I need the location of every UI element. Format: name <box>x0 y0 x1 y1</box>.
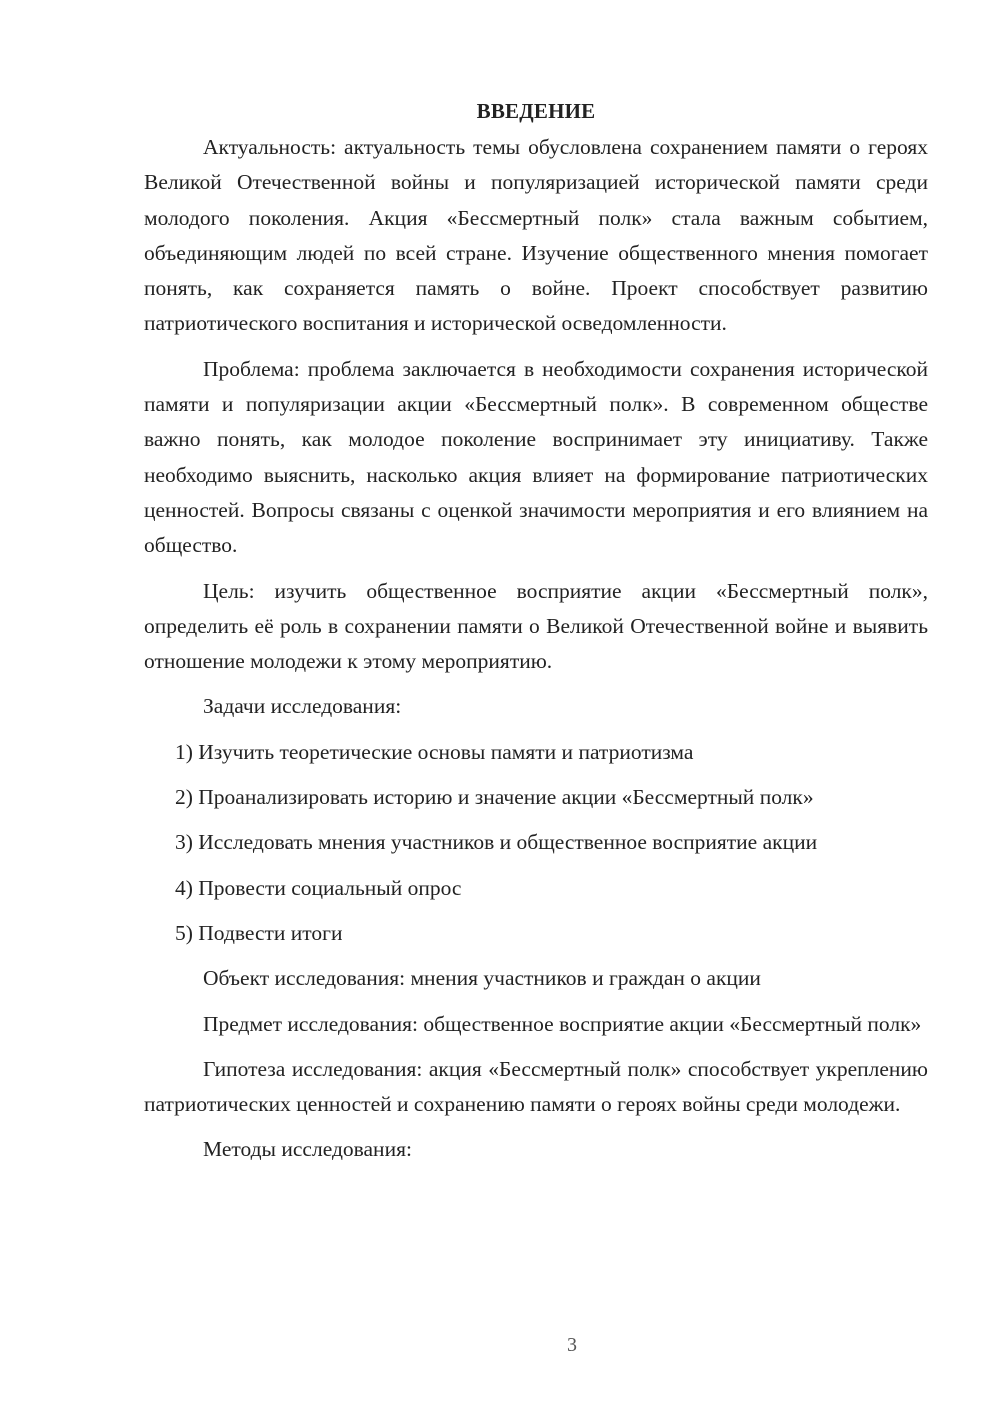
goal-paragraph: Цель: изучить общественное восприятие акции «Бессмертный полк», определить её роль в сохранении памяти о Великой Отечественной войне и выявить отношение молодежи к этому мероприятию. <box>144 578 928 674</box>
object-line: Объект исследования: мнения участников и граждан о акции <box>203 966 761 991</box>
list-item: 3) Исследовать мнения участников и общественное восприятие акции <box>175 830 818 855</box>
tasks-heading: Задачи исследования: <box>203 694 402 719</box>
list-item: 2) Проанализировать историю и значение акции «Бессмертный полк» <box>175 785 814 810</box>
page-content <box>144 96 928 1178</box>
list-item: 1) Изучить теоретические основы памяти и патриотизма <box>175 739 694 764</box>
list-item: 5) Подвести итоги <box>175 920 343 945</box>
methods-heading: Методы исследования: <box>203 1137 412 1162</box>
tasks-list <box>144 735 928 951</box>
page-number: 3 <box>567 1334 577 1356</box>
section-title: ВВЕДЕНИЕ <box>476 99 596 123</box>
hypothesis-paragraph: Гипотеза исследования: акция «Бессмертный полк» способствует укреплению патриотических ценностей и сохранению памяти о героях войны среди молодежи. <box>144 1056 928 1117</box>
list-item: 4) Провести социальный опрос <box>175 875 462 900</box>
relevance-paragraph: Актуальность: актуальность темы обусловлена сохранением памяти о героях Великой Отечественной войны и популяризацией исторической памяти среди молодого поколения. Акция «Бессмертный полк» стала важным событием, объединяющим людей по всей стране. Изучение общественного мнения помогает понять, как сохраняется память о войне. Проект способствует развитию патриотического воспитания и исторической осведомленности. <box>144 135 928 336</box>
subject-paragraph: Предмет исследования: общественное восприятие акции «Бессмертный полк» <box>203 1011 922 1036</box>
problem-paragraph: Проблема: проблема заключается в необходимости сохранения исторической памяти и популяризации акции «Бессмертный полк». В современном обществе важно понять, как молодое поколение воспринимает эту инициативу. Также необходимо выяснить, насколько акция влияет на формирование патриотических ценностей. Вопросы связаны с оценкой значимости мероприятия и его влиянием на общество. <box>144 356 928 558</box>
